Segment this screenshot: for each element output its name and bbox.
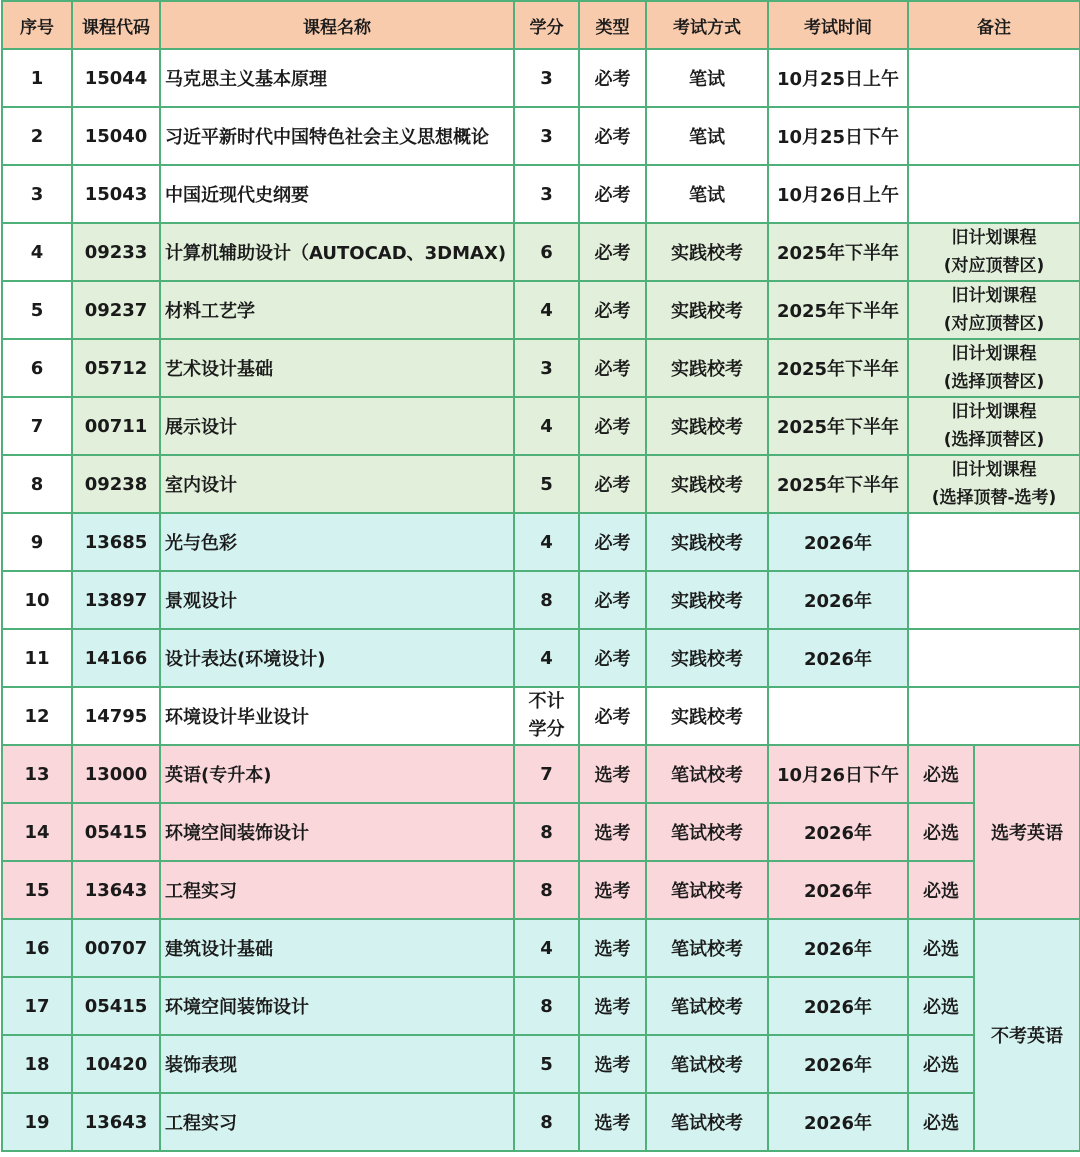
cell-name: 光与色彩: [160, 513, 514, 571]
table-row: [2, 687, 1080, 745]
cell-no: 6: [2, 339, 72, 397]
cell-time: 2026年: [768, 919, 908, 977]
cell-type: 必考: [579, 571, 646, 629]
cell-note: [908, 629, 1080, 687]
cell-code: 13000: [72, 745, 160, 803]
cell-code: 13897: [72, 571, 160, 629]
note-line1: 旧计划课程: [951, 402, 1037, 422]
cell-select: 必选: [908, 977, 974, 1035]
cell-type: 必考: [579, 397, 646, 455]
note-line1: 旧计划课程: [951, 460, 1037, 480]
cell-type: 选考: [579, 1093, 646, 1151]
header-code: 课程代码: [72, 1, 160, 49]
cell-name: 材料工艺学: [160, 281, 514, 339]
cell-time: 2025年下半年: [768, 223, 908, 281]
note-line1: 旧计划课程: [951, 286, 1037, 306]
cell-time: 2026年: [768, 977, 908, 1035]
cell-code: 15043: [72, 165, 160, 223]
cell-no: 4: [2, 223, 72, 281]
cell-credits: 7: [514, 745, 579, 803]
cell-no: 18: [2, 1035, 72, 1093]
cell-code: 13643: [72, 1093, 160, 1151]
cell-code: 13643: [72, 861, 160, 919]
cell-time: 10月25日下午: [768, 107, 908, 165]
cell-name: 装饰表现: [160, 1035, 514, 1093]
cell-time: 2026年: [768, 571, 908, 629]
cell-time: 2026年: [768, 1093, 908, 1151]
cell-method: 笔试: [646, 49, 768, 107]
cell-name: 室内设计: [160, 455, 514, 513]
table-row: [2, 861, 1080, 919]
header-name: 课程名称: [160, 1, 514, 49]
cell-no: 10: [2, 571, 72, 629]
cell-code: 10420: [72, 1035, 160, 1093]
cell-credits: 5: [514, 455, 579, 513]
table-row: [2, 107, 1080, 165]
table-row: [2, 513, 1080, 571]
table-row: [2, 629, 1080, 687]
cell-type: 必考: [579, 49, 646, 107]
cell-credits: 6: [514, 223, 579, 281]
cell-name: 环境设计毕业设计: [160, 687, 514, 745]
note-line2: (选择顶替区): [943, 430, 1045, 450]
cell-type: 必考: [579, 165, 646, 223]
header-row: [2, 1, 1080, 49]
cell-credits: 3: [514, 339, 579, 397]
cell-method: 实践校考: [646, 687, 768, 745]
cell-note: [908, 49, 1080, 107]
cell-name: 工程实习: [160, 1093, 514, 1151]
cell-no: 12: [2, 687, 72, 745]
cell-credits: [514, 687, 579, 745]
table-row: [2, 455, 1080, 513]
cell-code: 05415: [72, 977, 160, 1035]
cell-note: [908, 165, 1080, 223]
cell-name: 环境空间装饰设计: [160, 803, 514, 861]
cell-no: 1: [2, 49, 72, 107]
header-method: 考试方式: [646, 1, 768, 49]
cell-credits: 5: [514, 1035, 579, 1093]
note-line2: (对应顶替区): [943, 256, 1045, 276]
cell-type: 必考: [579, 107, 646, 165]
cell-method: 笔试校考: [646, 1093, 768, 1151]
group-english: 选考英语: [974, 745, 1080, 919]
cell-credits: 4: [514, 629, 579, 687]
cell-name: 工程实习: [160, 861, 514, 919]
cell-type: 选考: [579, 977, 646, 1035]
cell-method: 实践校考: [646, 397, 768, 455]
cell-code: 05415: [72, 803, 160, 861]
cell-time: 2025年下半年: [768, 455, 908, 513]
cell-method: 实践校考: [646, 223, 768, 281]
cell-time: 10月25日上午: [768, 49, 908, 107]
cell-type: 必考: [579, 339, 646, 397]
cell-type: 选考: [579, 803, 646, 861]
cell-method: 笔试校考: [646, 745, 768, 803]
cell-credits: 4: [514, 513, 579, 571]
table-row: [2, 281, 1080, 339]
cell-name: 展示设计: [160, 397, 514, 455]
cell-credits: 8: [514, 977, 579, 1035]
cell-code: 09238: [72, 455, 160, 513]
cell-credits: 3: [514, 165, 579, 223]
cell-code: 09233: [72, 223, 160, 281]
cell-method: 笔试校考: [646, 803, 768, 861]
cell-type: 必考: [579, 281, 646, 339]
cell-note: [908, 513, 1080, 571]
cell-time: 2026年: [768, 861, 908, 919]
cell-no: 16: [2, 919, 72, 977]
cell-note: [908, 281, 1080, 339]
table-row: [2, 223, 1080, 281]
cell-credits: 8: [514, 803, 579, 861]
cell-credits: 4: [514, 281, 579, 339]
header-type: 类型: [579, 1, 646, 49]
cell-no: 2: [2, 107, 72, 165]
cell-type: 必考: [579, 513, 646, 571]
note-line1: 旧计划课程: [951, 228, 1037, 248]
cell-time: 2026年: [768, 1035, 908, 1093]
cell-time: 2026年: [768, 803, 908, 861]
cell-no: 11: [2, 629, 72, 687]
cell-name: 设计表达(环境设计): [160, 629, 514, 687]
cell-credits: 3: [514, 49, 579, 107]
cell-method: 实践校考: [646, 339, 768, 397]
cell-no: 17: [2, 977, 72, 1035]
cell-no: 5: [2, 281, 72, 339]
table-row: [2, 977, 1080, 1035]
cell-time: 2026年: [768, 513, 908, 571]
cell-code: 14166: [72, 629, 160, 687]
cell-method: 实践校考: [646, 513, 768, 571]
cell-no: 3: [2, 165, 72, 223]
header-credits: 学分: [514, 1, 579, 49]
cell-name: 建筑设计基础: [160, 919, 514, 977]
cell-select: 必选: [908, 803, 974, 861]
note-line2: (对应顶替区): [943, 314, 1045, 334]
cell-method: 实践校考: [646, 629, 768, 687]
cell-credits: 4: [514, 919, 579, 977]
cell-code: 15044: [72, 49, 160, 107]
table-row: [2, 571, 1080, 629]
cell-no: 15: [2, 861, 72, 919]
cell-note: [908, 397, 1080, 455]
cell-no: 9: [2, 513, 72, 571]
cell-code: 05712: [72, 339, 160, 397]
note-line1: 旧计划课程: [951, 344, 1037, 364]
cell-credits: 8: [514, 1093, 579, 1151]
table-row: [2, 339, 1080, 397]
cell-name: 计算机辅助设计（AUTOCAD、3DMAX): [160, 223, 514, 281]
cell-code: 14795: [72, 687, 160, 745]
cell-note: [908, 687, 1080, 745]
cell-type: 选考: [579, 1035, 646, 1093]
cell-type: 选考: [579, 919, 646, 977]
table-row: [2, 49, 1080, 107]
cell-code: 13685: [72, 513, 160, 571]
course-table: [1, 0, 1080, 1152]
header-note: 备注: [908, 1, 1080, 49]
cell-code: 15040: [72, 107, 160, 165]
cell-no: 13: [2, 745, 72, 803]
cell-code: 09237: [72, 281, 160, 339]
cell-code: 00711: [72, 397, 160, 455]
cell-credits: 4: [514, 397, 579, 455]
cell-method: 笔试校考: [646, 1035, 768, 1093]
table-row: [2, 745, 1080, 803]
cell-note: [908, 107, 1080, 165]
cell-time: 2026年: [768, 629, 908, 687]
cell-no: 14: [2, 803, 72, 861]
note-line2: (选择顶替区): [943, 372, 1045, 392]
cell-note: [908, 339, 1080, 397]
table-row: [2, 1035, 1080, 1093]
cell-name: 英语(专升本): [160, 745, 514, 803]
cell-credits: 8: [514, 571, 579, 629]
cell-method: 笔试: [646, 165, 768, 223]
cell-method: 笔试校考: [646, 861, 768, 919]
cell-name: 艺术设计基础: [160, 339, 514, 397]
cell-name: 景观设计: [160, 571, 514, 629]
cell-code: 00707: [72, 919, 160, 977]
cell-time: 2025年下半年: [768, 339, 908, 397]
cell-credits: 3: [514, 107, 579, 165]
cell-time: 10月26日下午: [768, 745, 908, 803]
table-row: [2, 397, 1080, 455]
cell-select: 必选: [908, 1035, 974, 1093]
cell-no: 8: [2, 455, 72, 513]
cell-method: 实践校考: [646, 455, 768, 513]
cell-method: 笔试校考: [646, 977, 768, 1035]
cell-note: [908, 455, 1080, 513]
cell-credits: 8: [514, 861, 579, 919]
cell-name: 环境空间装饰设计: [160, 977, 514, 1035]
cell-no: 7: [2, 397, 72, 455]
cell-type: 必考: [579, 687, 646, 745]
cell-name: 习近平新时代中国特色社会主义思想概论: [160, 107, 514, 165]
cell-select: 必选: [908, 745, 974, 803]
header-no: 序号: [2, 1, 72, 49]
cell-select: 必选: [908, 919, 974, 977]
cell-method: 笔试: [646, 107, 768, 165]
cell-time: [768, 687, 908, 745]
table-row: [2, 1093, 1080, 1151]
table-row: [2, 165, 1080, 223]
group-no-english: 不考英语: [974, 919, 1080, 1151]
cell-name: 马克思主义基本原理: [160, 49, 514, 107]
cell-name: 中国近现代史纲要: [160, 165, 514, 223]
cell-select: 必选: [908, 1093, 974, 1151]
cell-type: 选考: [579, 745, 646, 803]
table-row: [2, 919, 1080, 977]
cell-method: 实践校考: [646, 281, 768, 339]
cell-note: [908, 223, 1080, 281]
cell-type: 必考: [579, 223, 646, 281]
cell-type: 选考: [579, 861, 646, 919]
cell-no: 19: [2, 1093, 72, 1151]
credits-line1: 不计: [528, 691, 565, 712]
cell-select: 必选: [908, 861, 974, 919]
cell-time: 2025年下半年: [768, 281, 908, 339]
cell-type: 必考: [579, 629, 646, 687]
table-row: [2, 803, 1080, 861]
cell-method: 实践校考: [646, 571, 768, 629]
cell-time: 10月26日上午: [768, 165, 908, 223]
note-line2: (选择顶替-选考): [931, 488, 1057, 508]
cell-method: 笔试校考: [646, 919, 768, 977]
cell-time: 2025年下半年: [768, 397, 908, 455]
cell-note: [908, 571, 1080, 629]
credits-line2: 学分: [528, 719, 565, 740]
header-time: 考试时间: [768, 1, 908, 49]
cell-type: 必考: [579, 455, 646, 513]
